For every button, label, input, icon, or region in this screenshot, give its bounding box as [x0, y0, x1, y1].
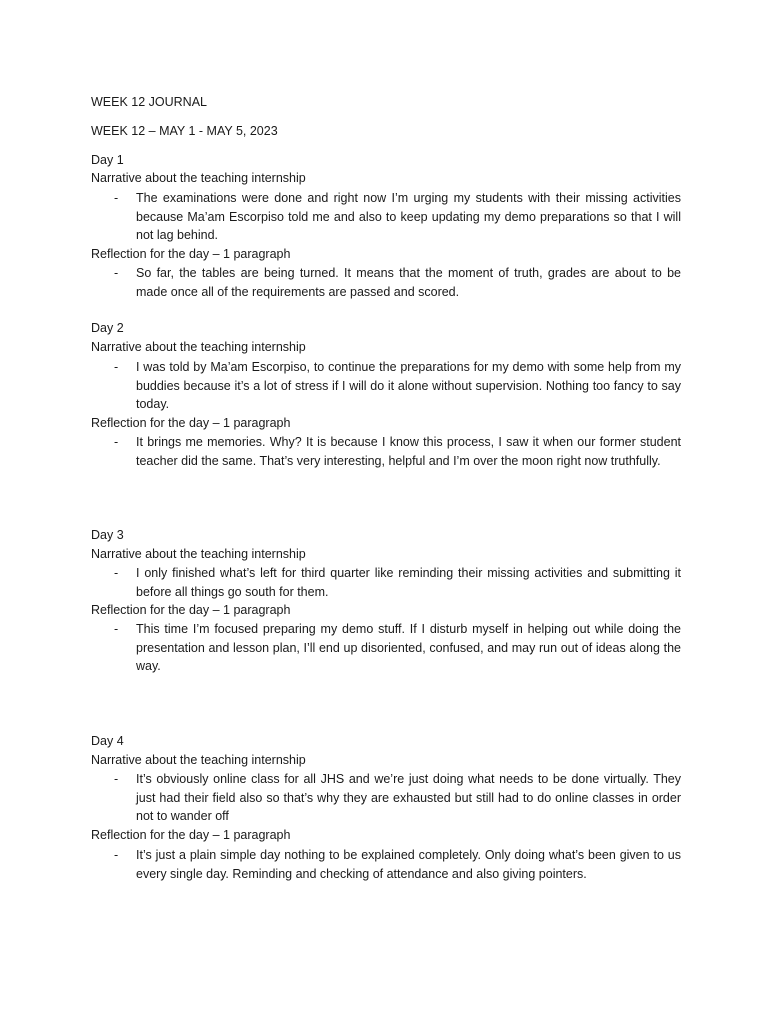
narrative-heading: Narrative about the teaching internship [91, 340, 306, 354]
bullet-dash: - [114, 191, 119, 205]
bullet-dash: - [114, 435, 119, 449]
reflection-heading: Reflection for the day – 1 paragraph [91, 247, 291, 261]
narrative-heading: Narrative about the teaching internship [91, 547, 306, 561]
narrative-text: It’s obviously online class for all JHS and we’re just doing what needs to be done virtually. They just had their field also so that’s why they are exhausted but still had to do online classes in order not to wander off [136, 772, 681, 824]
reflection-heading: Reflection for the day – 1 paragraph [91, 828, 291, 842]
week-dates: WEEK 12 – MAY 1 - MAY 5, 2023 [91, 124, 278, 138]
reflection-heading: Reflection for the day – 1 paragraph [91, 603, 291, 617]
narrative-text: The examinations were done and right now I’m urging my students with their missing activities because Ma’am Escorpiso told me and also to keep updating my demo preparations so that I will not lag behind. [136, 191, 681, 243]
day-label: Day 2 [91, 321, 124, 335]
bullet-dash: - [114, 772, 119, 786]
narrative-heading: Narrative about the teaching internship [91, 171, 306, 185]
bullet-dash: - [114, 848, 119, 862]
reflection-text: This time I’m focused preparing my demo stuff. If I disturb myself in helping out while doing the presentation and lesson plan, I’ll end up disoriented, confused, and may run out of ideas along the way. [136, 622, 681, 674]
reflection-text: So far, the tables are being turned. It means that the moment of truth, grades are about to be made once all of the requirements are passed and scored. [136, 266, 681, 299]
day-label: Day 3 [91, 528, 124, 542]
reflection-text: It’s just a plain simple day nothing to be explained completely. Only doing what’s been given to us every single day. Reminding and checking of attendance and also giving pointers. [136, 848, 681, 881]
reflection-text: It brings me memories. Why? It is because I know this process, I saw it when our former student teacher did the same. That’s very interesting, helpful and I’m over the moon right now truthfully. [136, 435, 681, 468]
narrative-text: I was told by Ma’am Escorpiso, to continue the preparations for my demo with some help from my buddies because it’s a lot of stress if I will do it alone without supervision. Nothing too fancy to say today. [136, 360, 681, 412]
document-title: WEEK 12 JOURNAL [91, 95, 208, 109]
day-label: Day 4 [91, 734, 124, 748]
reflection-heading: Reflection for the day – 1 paragraph [91, 416, 291, 430]
narrative-heading: Narrative about the teaching internship [91, 753, 306, 767]
bullet-dash: - [114, 360, 119, 374]
bullet-dash: - [114, 566, 119, 580]
bullet-dash: - [114, 266, 119, 280]
bullet-dash: - [114, 622, 119, 636]
day-label: Day 1 [91, 153, 124, 167]
narrative-text: I only finished what’s left for third quarter like reminding their missing activities and submitting it before all things go south for them. [136, 566, 681, 599]
